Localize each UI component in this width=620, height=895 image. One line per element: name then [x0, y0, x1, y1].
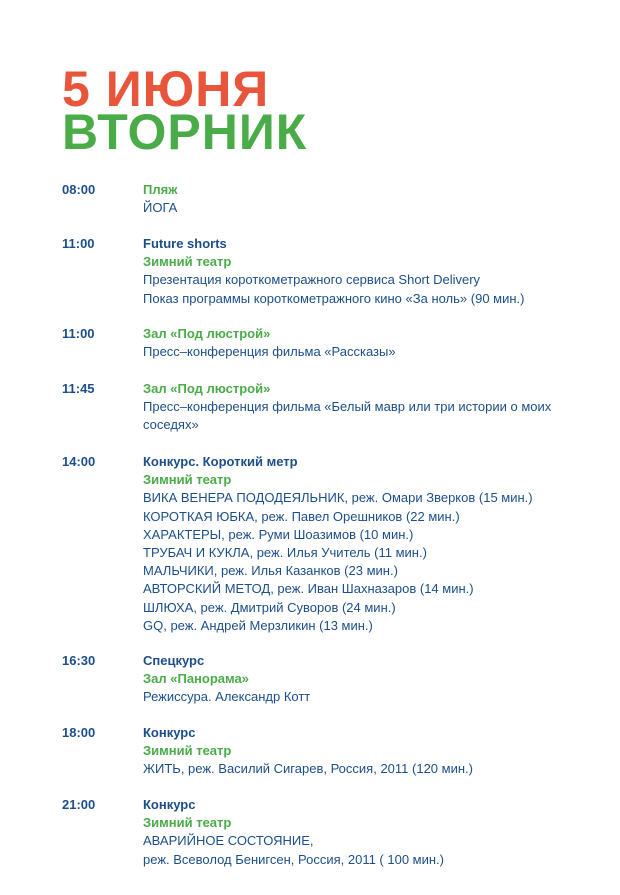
entry-details	[143, 796, 608, 869]
entry-line: ХАРАКТЕРЫ, реж. Руми Шоазимов (10 мин.)	[143, 526, 414, 542]
entry-line: Пресс–конференция фильма «Рассказы»	[143, 344, 396, 360]
entry-time: 14:00	[62, 454, 96, 469]
entry-venue: Зал «Под люстрой»	[143, 326, 271, 341]
entry-heading: Future shorts	[143, 236, 227, 251]
entry-venue: Зимний театр	[143, 815, 232, 831]
entry-line: Пресс–конференция фильма «Белый мавр или три истории о моих соседях»	[143, 399, 552, 433]
entry-details	[143, 181, 608, 217]
entry-line: ВИКА ВЕНЕРА ПОДОДЕЯЛЬНИК, реж. Омари Зверков (15 мин.)	[143, 490, 533, 506]
entry-details	[143, 724, 608, 779]
entry-time: 21:00	[62, 797, 96, 812]
entry-line: ТРУБАЧ И КУКЛА, реж. Илья Учитель (11 мин.)	[143, 545, 427, 561]
entry-line: АВАРИЙНОЕ СОСТОЯНИЕ,	[143, 833, 314, 849]
entry-details	[143, 235, 608, 308]
entry-venue: Зимний театр	[143, 472, 232, 488]
entry-venue: Пляж	[143, 182, 178, 197]
entry-time: 08:00	[62, 182, 96, 197]
entry-venue: Зимний театр	[143, 743, 232, 759]
entry-heading: Конкурс	[143, 797, 196, 812]
entry-venue: Зимний театр	[143, 254, 232, 270]
entry-line: ШЛЮХА, реж. Дмитрий Суворов (24 мин.)	[143, 599, 396, 615]
entry-line: ЙОГА	[143, 200, 178, 216]
entry-line: МАЛЬЧИКИ, реж. Илья Казанков (23 мин.)	[143, 563, 398, 579]
entry-details	[143, 453, 608, 635]
entry-heading: Конкурс	[143, 725, 196, 740]
entry-time: 16:30	[62, 653, 96, 668]
entry-line: Режиссура. Александр Котт	[143, 689, 311, 705]
entry-line: GQ, реж. Андрей Мерзликин (13 мин.)	[143, 617, 373, 633]
entry-time: 18:00	[62, 725, 96, 740]
entry-line: АВТОРСКИЙ МЕТОД, реж. Иван Шахназаров (14 мин.)	[143, 581, 474, 597]
page-title-weekday: ВТОРНИК	[62, 104, 308, 160]
entry-venue: Зал «Под люстрой»	[143, 381, 271, 396]
entry-line: КОРОТКАЯ ЮБКА, реж. Павел Орешников (22 мин.)	[143, 508, 460, 524]
entry-heading: Спецкурс	[143, 653, 205, 668]
entry-time: 11:00	[62, 326, 95, 341]
entry-time: 11:00	[62, 236, 95, 251]
entry-venue: Зал «Панорама»	[143, 671, 249, 687]
entry-details	[143, 325, 608, 361]
entry-line: ЖИТЬ, реж. Василий Сигарев, Россия, 2011 (120 мин.)	[143, 761, 473, 777]
entry-heading: Конкурс. Короткий метр	[143, 454, 298, 469]
entry-time: 11:45	[62, 381, 95, 396]
entry-line: реж. Всеволод Бенигсен, Россия, 2011 ( 100 мин.)	[143, 851, 444, 867]
page-title-date: 5 ИЮНЯ	[62, 61, 270, 117]
entry-details	[143, 380, 608, 435]
entry-details	[143, 652, 608, 707]
entry-line: Презентация короткометражного сервиса Short Delivery	[143, 272, 481, 288]
entry-line: Показ программы короткометражного кино «За ноль» (90 мин.)	[143, 290, 525, 306]
